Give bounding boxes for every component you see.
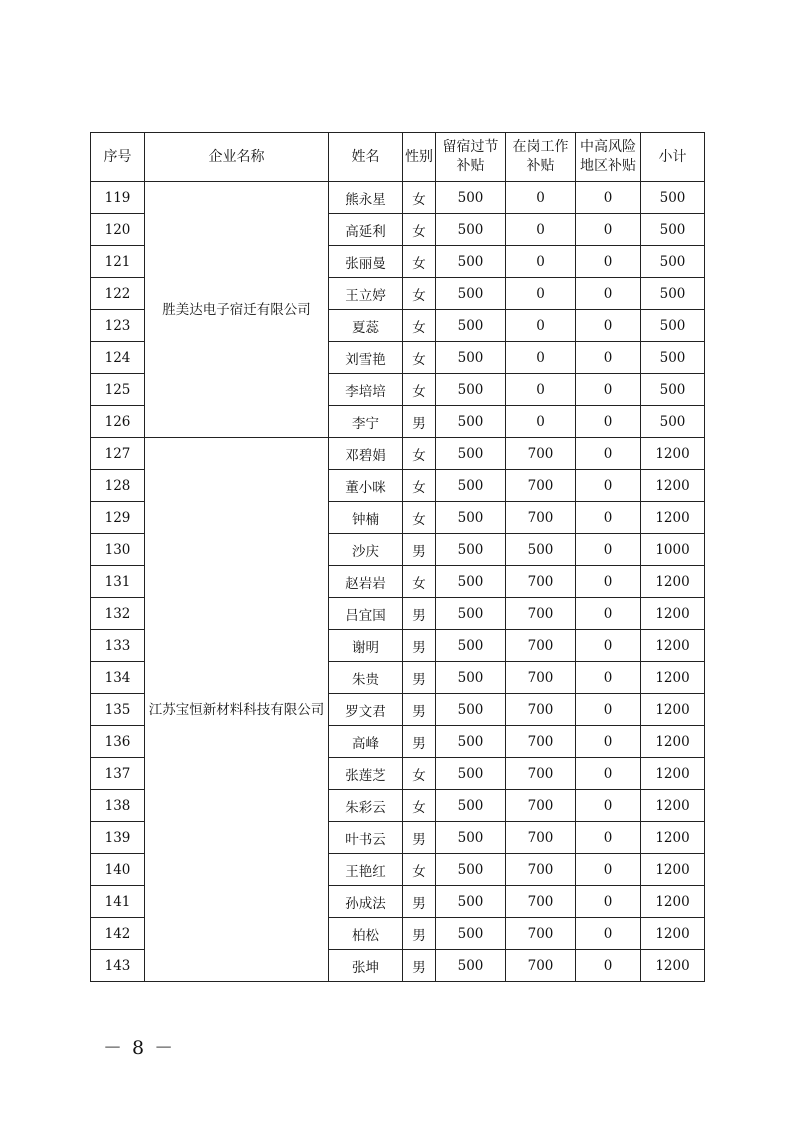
- cell-seq: 125: [91, 374, 145, 406]
- cell-risk-subsidy: 0: [576, 854, 641, 886]
- cell-seq: 143: [91, 950, 145, 982]
- cell-risk-subsidy: 0: [576, 790, 641, 822]
- cell-stay-subsidy: 500: [436, 438, 506, 470]
- cell-work-subsidy: 0: [506, 374, 576, 406]
- cell-seq: 123: [91, 310, 145, 342]
- cell-work-subsidy: 700: [506, 566, 576, 598]
- cell-seq: 140: [91, 854, 145, 886]
- table-row: [91, 182, 705, 214]
- cell-stay-subsidy: 500: [436, 374, 506, 406]
- cell-name: 王艳红: [329, 854, 403, 886]
- cell-seq: 142: [91, 918, 145, 950]
- cell-name: 张坤: [329, 950, 403, 982]
- cell-risk-subsidy: 0: [576, 534, 641, 566]
- cell-subtotal: 1200: [641, 470, 705, 502]
- cell-work-subsidy: 700: [506, 790, 576, 822]
- cell-seq: 141: [91, 886, 145, 918]
- cell-stay-subsidy: 500: [436, 566, 506, 598]
- cell-name: 张莲芝: [329, 758, 403, 790]
- cell-seq: 119: [91, 182, 145, 214]
- cell-gender: 女: [403, 758, 436, 790]
- cell-subtotal: 1200: [641, 630, 705, 662]
- cell-name: 邓碧娟: [329, 438, 403, 470]
- cell-work-subsidy: 500: [506, 534, 576, 566]
- cell-name: 孙成法: [329, 886, 403, 918]
- cell-subtotal: 1200: [641, 566, 705, 598]
- cell-seq: 129: [91, 502, 145, 534]
- cell-risk-subsidy: 0: [576, 406, 641, 438]
- cell-stay-subsidy: 500: [436, 246, 506, 278]
- cell-gender: 女: [403, 790, 436, 822]
- page-number: － 8 －: [103, 1037, 176, 1059]
- cell-stay-subsidy: 500: [436, 502, 506, 534]
- cell-seq: 127: [91, 438, 145, 470]
- cell-risk-subsidy: 0: [576, 470, 641, 502]
- cell-name: 谢明: [329, 630, 403, 662]
- header-subtotal: 小计: [641, 133, 705, 182]
- cell-gender: 男: [403, 630, 436, 662]
- cell-stay-subsidy: 500: [436, 822, 506, 854]
- cell-gender: 女: [403, 310, 436, 342]
- cell-risk-subsidy: 0: [576, 502, 641, 534]
- cell-name: 刘雪艳: [329, 342, 403, 374]
- cell-gender: 男: [403, 694, 436, 726]
- cell-name: 沙庆: [329, 534, 403, 566]
- cell-subtotal: 500: [641, 182, 705, 214]
- cell-stay-subsidy: 500: [436, 534, 506, 566]
- cell-stay-subsidy: 500: [436, 854, 506, 886]
- cell-stay-subsidy: 500: [436, 950, 506, 982]
- cell-seq: 134: [91, 662, 145, 694]
- cell-name: 赵岩岩: [329, 566, 403, 598]
- cell-risk-subsidy: 0: [576, 918, 641, 950]
- cell-stay-subsidy: 500: [436, 726, 506, 758]
- cell-subtotal: 1000: [641, 534, 705, 566]
- cell-risk-subsidy: 0: [576, 758, 641, 790]
- cell-name: 吕宜国: [329, 598, 403, 630]
- cell-gender: 男: [403, 726, 436, 758]
- cell-seq: 136: [91, 726, 145, 758]
- cell-seq: 121: [91, 246, 145, 278]
- cell-name: 夏蕊: [329, 310, 403, 342]
- cell-risk-subsidy: 0: [576, 598, 641, 630]
- cell-name: 叶书云: [329, 822, 403, 854]
- cell-stay-subsidy: 500: [436, 214, 506, 246]
- cell-subtotal: 500: [641, 342, 705, 374]
- cell-work-subsidy: 700: [506, 694, 576, 726]
- header-stay-subsidy: 留宿过节补贴: [436, 133, 506, 182]
- cell-gender: 女: [403, 566, 436, 598]
- cell-stay-subsidy: 500: [436, 470, 506, 502]
- cell-seq: 122: [91, 278, 145, 310]
- cell-risk-subsidy: 0: [576, 886, 641, 918]
- cell-subtotal: 1200: [641, 662, 705, 694]
- cell-work-subsidy: 700: [506, 598, 576, 630]
- cell-risk-subsidy: 0: [576, 566, 641, 598]
- cell-gender: 男: [403, 822, 436, 854]
- cell-stay-subsidy: 500: [436, 694, 506, 726]
- cell-risk-subsidy: 0: [576, 182, 641, 214]
- cell-company: 江苏宝恒新材料科技有限公司: [145, 438, 329, 982]
- cell-risk-subsidy: 0: [576, 278, 641, 310]
- cell-risk-subsidy: 0: [576, 214, 641, 246]
- cell-work-subsidy: 700: [506, 918, 576, 950]
- cell-work-subsidy: 0: [506, 310, 576, 342]
- cell-name: 李培培: [329, 374, 403, 406]
- cell-gender: 女: [403, 182, 436, 214]
- cell-work-subsidy: 700: [506, 758, 576, 790]
- cell-seq: 139: [91, 822, 145, 854]
- cell-subtotal: 1200: [641, 886, 705, 918]
- cell-gender: 男: [403, 534, 436, 566]
- cell-subtotal: 500: [641, 310, 705, 342]
- cell-name: 钟楠: [329, 502, 403, 534]
- header-risk-subsidy: 中高风险地区补贴: [576, 133, 641, 182]
- cell-subtotal: 1200: [641, 918, 705, 950]
- cell-work-subsidy: 700: [506, 438, 576, 470]
- cell-subtotal: 1200: [641, 726, 705, 758]
- table-row: [91, 438, 705, 470]
- cell-risk-subsidy: 0: [576, 822, 641, 854]
- cell-stay-subsidy: 500: [436, 310, 506, 342]
- cell-subtotal: 1200: [641, 502, 705, 534]
- cell-work-subsidy: 700: [506, 822, 576, 854]
- cell-seq: 135: [91, 694, 145, 726]
- header-seq: 序号: [91, 133, 145, 182]
- cell-company: 胜美达电子宿迁有限公司: [145, 182, 329, 438]
- cell-name: 董小咪: [329, 470, 403, 502]
- header-row: [91, 133, 705, 182]
- cell-work-subsidy: 0: [506, 278, 576, 310]
- cell-name: 高峰: [329, 726, 403, 758]
- cell-gender: 女: [403, 246, 436, 278]
- cell-seq: 120: [91, 214, 145, 246]
- cell-subtotal: 500: [641, 214, 705, 246]
- cell-risk-subsidy: 0: [576, 726, 641, 758]
- cell-gender: 女: [403, 342, 436, 374]
- cell-gender: 男: [403, 598, 436, 630]
- cell-gender: 女: [403, 470, 436, 502]
- cell-gender: 女: [403, 278, 436, 310]
- cell-seq: 131: [91, 566, 145, 598]
- cell-risk-subsidy: 0: [576, 438, 641, 470]
- cell-gender: 女: [403, 214, 436, 246]
- cell-name: 柏松: [329, 918, 403, 950]
- cell-subtotal: 500: [641, 374, 705, 406]
- cell-name: 王立婷: [329, 278, 403, 310]
- cell-work-subsidy: 700: [506, 502, 576, 534]
- cell-work-subsidy: 700: [506, 630, 576, 662]
- cell-gender: 女: [403, 854, 436, 886]
- header-company: 企业名称: [145, 133, 329, 182]
- cell-name: 熊永星: [329, 182, 403, 214]
- cell-work-subsidy: 0: [506, 182, 576, 214]
- cell-subtotal: 1200: [641, 598, 705, 630]
- cell-gender: 女: [403, 502, 436, 534]
- cell-work-subsidy: 700: [506, 886, 576, 918]
- cell-gender: 女: [403, 374, 436, 406]
- cell-risk-subsidy: 0: [576, 246, 641, 278]
- header-gender: 性别: [403, 133, 436, 182]
- header-name: 姓名: [329, 133, 403, 182]
- cell-work-subsidy: 0: [506, 342, 576, 374]
- cell-risk-subsidy: 0: [576, 662, 641, 694]
- cell-risk-subsidy: 0: [576, 950, 641, 982]
- header-work-subsidy: 在岗工作补贴: [506, 133, 576, 182]
- cell-seq: 126: [91, 406, 145, 438]
- cell-stay-subsidy: 500: [436, 406, 506, 438]
- cell-stay-subsidy: 500: [436, 630, 506, 662]
- cell-risk-subsidy: 0: [576, 630, 641, 662]
- cell-gender: 男: [403, 662, 436, 694]
- cell-subtotal: 500: [641, 278, 705, 310]
- cell-name: 朱贵: [329, 662, 403, 694]
- cell-gender: 男: [403, 406, 436, 438]
- cell-seq: 137: [91, 758, 145, 790]
- cell-stay-subsidy: 500: [436, 886, 506, 918]
- cell-seq: 124: [91, 342, 145, 374]
- cell-stay-subsidy: 500: [436, 918, 506, 950]
- cell-seq: 133: [91, 630, 145, 662]
- cell-gender: 男: [403, 918, 436, 950]
- cell-seq: 130: [91, 534, 145, 566]
- cell-risk-subsidy: 0: [576, 310, 641, 342]
- cell-stay-subsidy: 500: [436, 342, 506, 374]
- cell-subtotal: 500: [641, 246, 705, 278]
- cell-stay-subsidy: 500: [436, 598, 506, 630]
- cell-seq: 132: [91, 598, 145, 630]
- cell-name: 张丽曼: [329, 246, 403, 278]
- cell-work-subsidy: 700: [506, 470, 576, 502]
- cell-risk-subsidy: 0: [576, 374, 641, 406]
- cell-subtotal: 1200: [641, 694, 705, 726]
- cell-stay-subsidy: 500: [436, 790, 506, 822]
- cell-seq: 138: [91, 790, 145, 822]
- cell-stay-subsidy: 500: [436, 758, 506, 790]
- cell-work-subsidy: 700: [506, 726, 576, 758]
- cell-stay-subsidy: 500: [436, 182, 506, 214]
- cell-subtotal: 1200: [641, 854, 705, 886]
- cell-risk-subsidy: 0: [576, 342, 641, 374]
- cell-stay-subsidy: 500: [436, 278, 506, 310]
- cell-work-subsidy: 700: [506, 854, 576, 886]
- cell-name: 朱彩云: [329, 790, 403, 822]
- cell-work-subsidy: 700: [506, 950, 576, 982]
- cell-work-subsidy: 0: [506, 246, 576, 278]
- cell-subtotal: 1200: [641, 790, 705, 822]
- cell-risk-subsidy: 0: [576, 694, 641, 726]
- cell-subtotal: 500: [641, 406, 705, 438]
- cell-seq: 128: [91, 470, 145, 502]
- cell-subtotal: 1200: [641, 822, 705, 854]
- cell-gender: 女: [403, 438, 436, 470]
- cell-gender: 男: [403, 886, 436, 918]
- cell-name: 李宁: [329, 406, 403, 438]
- subsidy-table: [90, 132, 705, 982]
- table-body: [91, 182, 705, 982]
- cell-name: 罗文君: [329, 694, 403, 726]
- cell-subtotal: 1200: [641, 758, 705, 790]
- cell-gender: 男: [403, 950, 436, 982]
- cell-name: 高延利: [329, 214, 403, 246]
- cell-stay-subsidy: 500: [436, 662, 506, 694]
- cell-subtotal: 1200: [641, 950, 705, 982]
- cell-work-subsidy: 0: [506, 406, 576, 438]
- cell-work-subsidy: 700: [506, 662, 576, 694]
- cell-work-subsidy: 0: [506, 214, 576, 246]
- cell-subtotal: 1200: [641, 438, 705, 470]
